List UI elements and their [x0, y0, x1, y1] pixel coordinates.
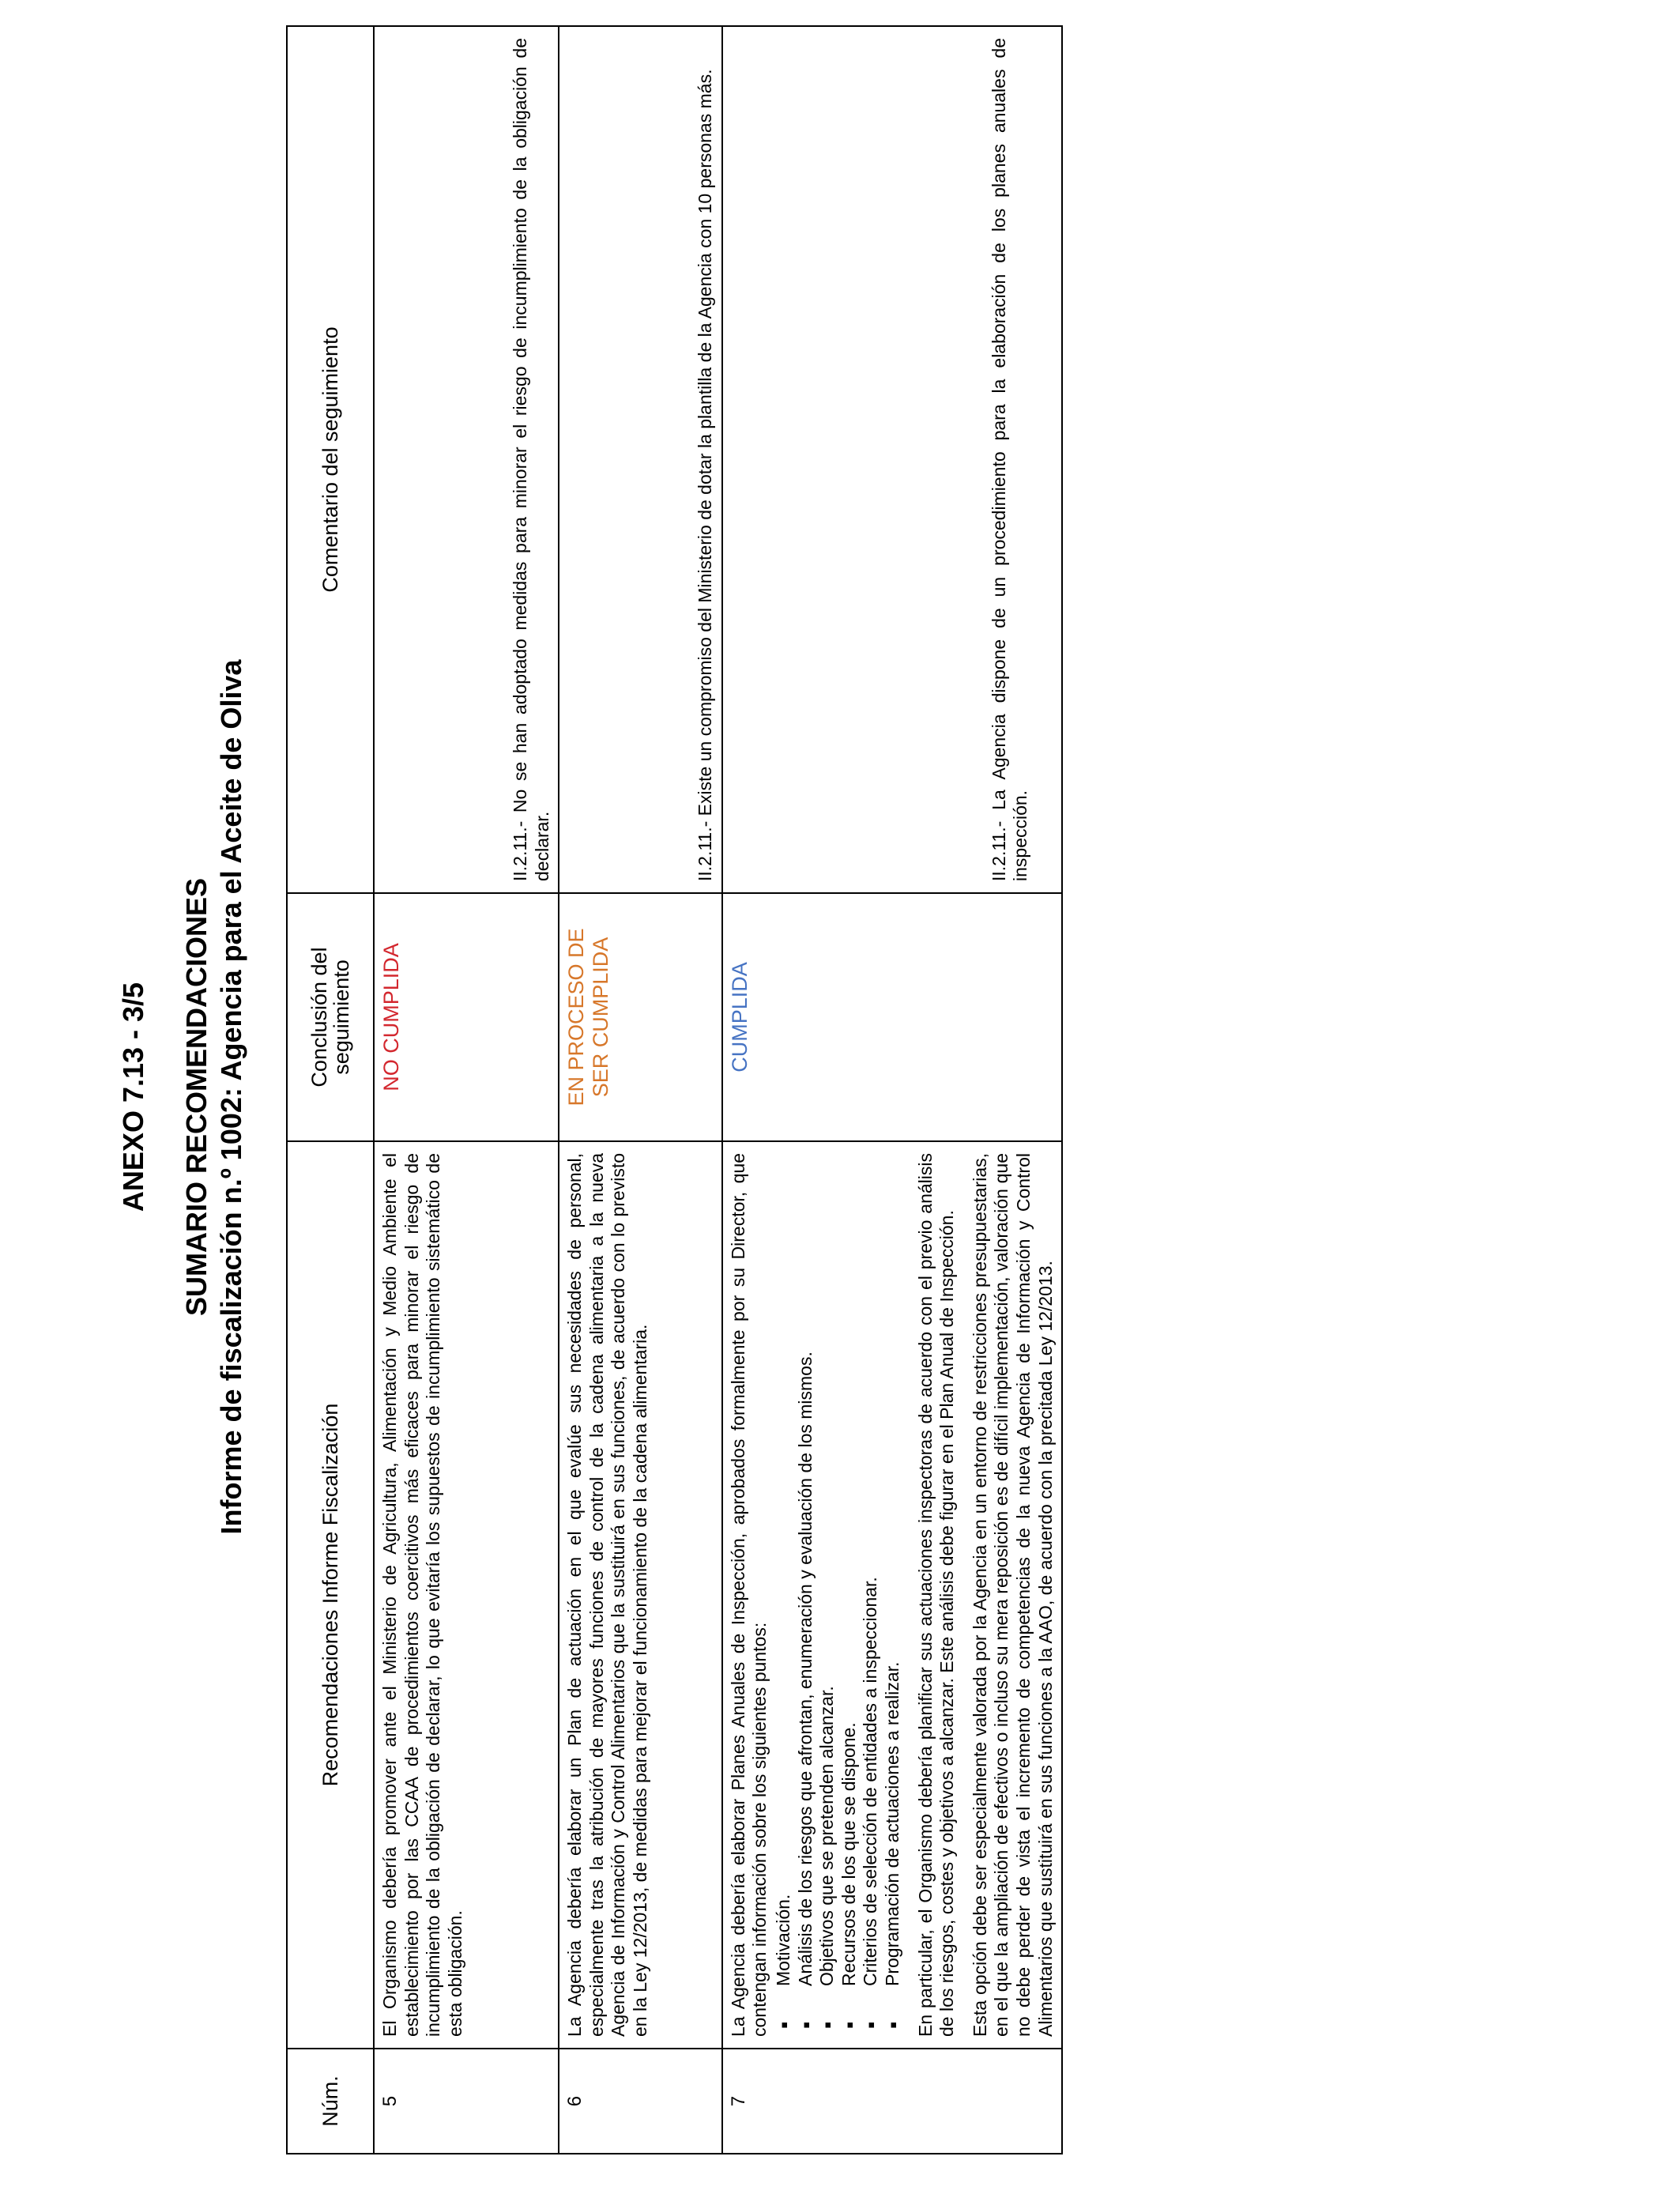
- status-badge: EN PROCESO DE SER CUMPLIDA: [559, 893, 722, 1141]
- row-num: 6: [559, 2049, 722, 2154]
- recommendation-intro: La Agencia debería elaborar Planes Anuales de Inspección, aprobados formalmente por su Director, que contengan información sobre los siguientes puntos:: [727, 1153, 770, 2037]
- list-item: ▪ Recursos de los que se dispone.: [838, 1153, 861, 2037]
- status-badge: CUMPLIDA: [722, 893, 1062, 1141]
- summary-title: SUMARIO RECOMENDACIONES: [180, 877, 213, 1317]
- row-recommendation: [722, 1141, 1062, 2049]
- row-recommendation: La Agencia debería elaborar un Plan de actuación en el que evalúe sus necesidades de personal, especialmente tras la atribución de mayores funciones de control de la cadena alimentaria a la nueva Agencia de Información y Control Alimentarios que la sustituirá en sus funciones, de acuerdo con lo previsto en la Ley 12/2013, de medidas para mejorar el funcionamiento de la cadena alimentaria.: [559, 1141, 722, 2049]
- recommendations-table: [286, 25, 1063, 2154]
- table-row: [722, 26, 1062, 2154]
- comment-text: II.2.11.- La Agencia dispone de un procedimiento para la elaboración de los planes anuales de inspección.: [988, 38, 1031, 881]
- recommendation-paragraph: En particular, el Organismo debería planificar sus actuaciones inspectoras de acuerdo con el previo análisis de los riesgos, costes y objetivos a alcanzar. Este análisis debe figurar en el Plan Anual de Inspección.: [914, 1153, 958, 2037]
- list-item: ▪ Análisis de los riesgos que afrontan, enumeración y evaluación de los mismos.: [795, 1153, 817, 2037]
- list-item: ▪ Criterios de selección de entidades a inspeccionar.: [860, 1153, 882, 2037]
- row-num: 5: [374, 2049, 559, 2154]
- row-num: 7: [722, 2049, 1062, 2154]
- table-row: [559, 26, 722, 2154]
- header-num: Núm.: [287, 2049, 374, 2154]
- list-item: ▪ Motivación.: [773, 1153, 795, 2037]
- recommendation-paragraph: Esta opción debe ser especialmente valorada por la Agencia en un entorno de restricciones presupuestarias, en el que la ampliación de efectivos o incluso su mera reposición es de difícil implementación, valoración que no debe perder de vista el incremento de competencias de la nueva Agencia de Información y Control Alimentarios que sustituirá en sus funciones a la AAO, de acuerdo con la precitada Ley 12/2013.: [969, 1153, 1056, 2037]
- row-recommendation: El Organismo debería promover ante el Ministerio de Agricultura, Alimentación y Medio Ambiente el establecimiento por las CCAA de procedimientos coercitivos más eficaces para minorar el riesgo de incumplimiento de la obligación de declarar, lo que evitaría los supuestos de incumplimiento sistemático de esta obligación.: [374, 1141, 559, 2049]
- comment-text: II.2.11.- No se han adoptado medidas para minorar el riesgo de incumplimiento de la obligación de declarar.: [510, 38, 552, 881]
- header-conclusion: Conclusión del seguimiento: [287, 893, 374, 1141]
- report-title: Informe de fiscalización n.º 1002: Agencia para el Aceite de Oliva: [215, 659, 247, 1535]
- list-item: ▪ Programación de actuaciones a realizar.: [882, 1153, 904, 2037]
- table-row: [374, 26, 559, 2154]
- header-recommendations: Recomendaciones Informe Fiscalización: [287, 1141, 374, 2049]
- table-header-row: [287, 26, 374, 2154]
- row-comment: [559, 26, 722, 893]
- list-item: ▪ Objetivos que se pretenden alcanzar.: [816, 1153, 838, 2037]
- recommendation-bullets: [773, 1153, 904, 2037]
- comment-text: II.2.11.- Existe un compromiso del Ministerio de dotar la plantilla de la Agencia con 10 personas más.: [695, 69, 716, 881]
- annex-title: ANEXO 7.13 - 3/5: [117, 982, 149, 1212]
- row-comment: [722, 26, 1062, 893]
- row-comment: [374, 26, 559, 893]
- status-badge: NO CUMPLIDA: [374, 893, 559, 1141]
- header-comment: Comentario del seguimiento: [287, 26, 374, 893]
